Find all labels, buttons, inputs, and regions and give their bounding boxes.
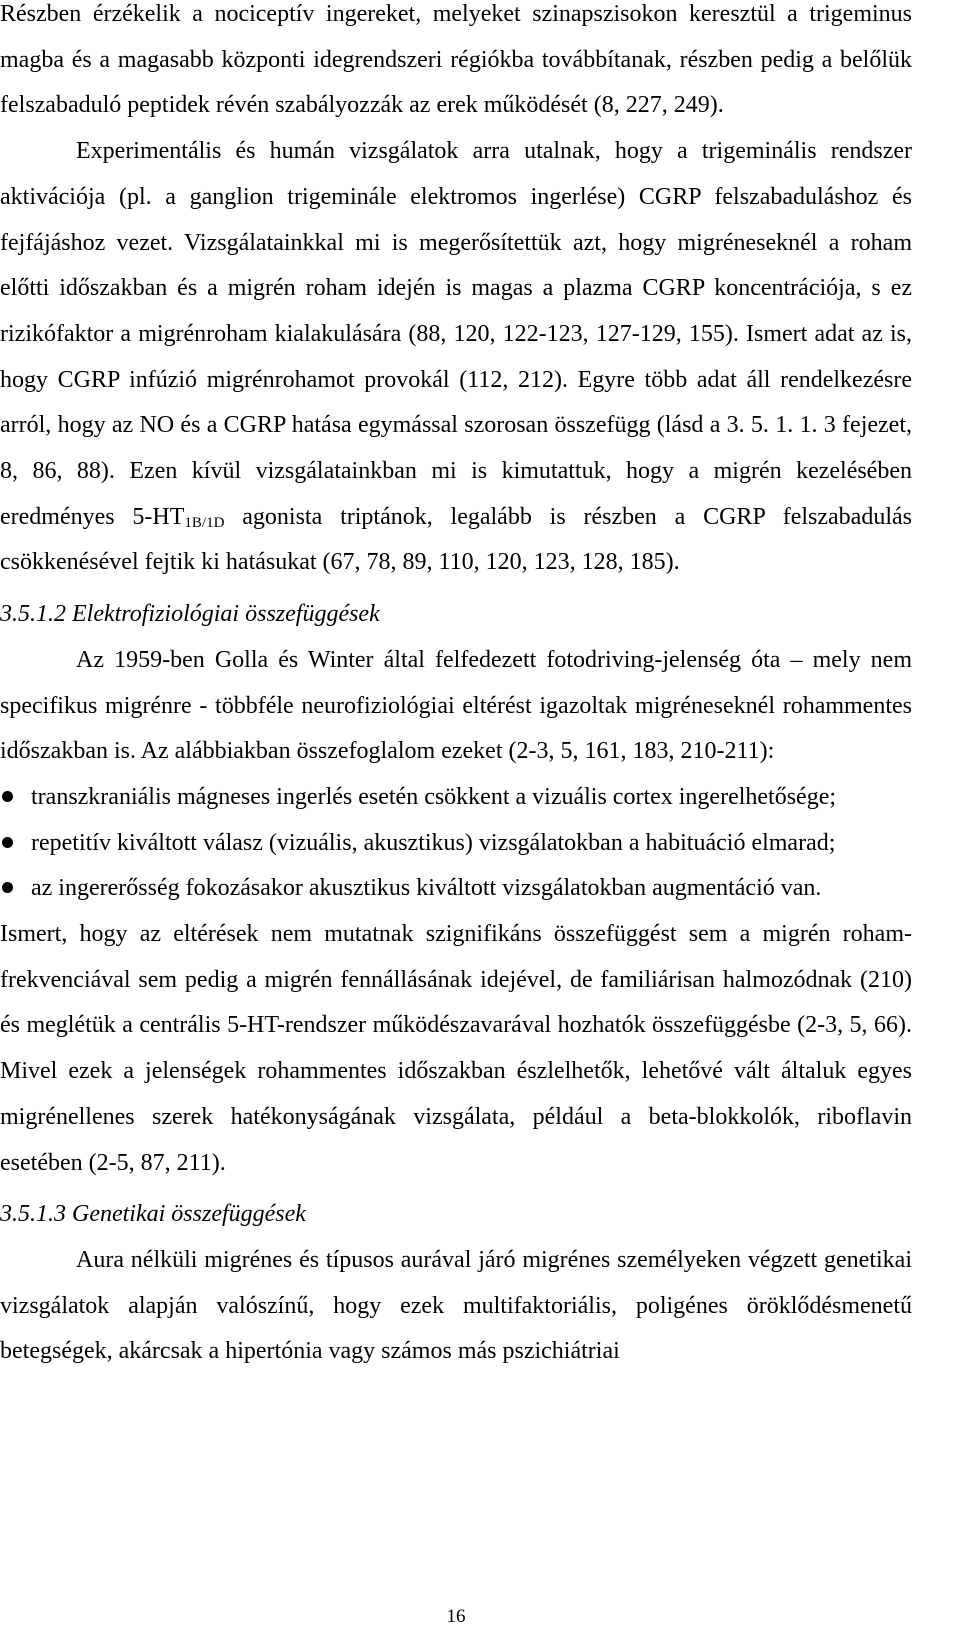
bullet-icon xyxy=(2,837,13,848)
list-item xyxy=(0,821,912,867)
list-item-text: az ingererősség fokozásakor akusztikus kiváltott vizsgálatokban augmentáció van. xyxy=(31,875,822,902)
paragraph-1: Részben érzékelik a nociceptív ingereket, melyeket szinapszisokon keresztül a trigeminus magba és a magasabb központi idegrendszeri régiókba továbbítanak, részben pedig a belőlük felszabaduló peptidek révén szabályozzák az erek működését (8, 227, 249). xyxy=(0,1,912,119)
paragraph-2-text-end: agonista triptánok, legalább is részben a CGRP felszabadulás csökkenésével fejtik ki hatásukat (67, 78, 89, 110, 120, 123, 128, 185). xyxy=(0,503,912,576)
bullet-icon xyxy=(2,882,13,893)
section-heading-electrophysiology xyxy=(0,592,912,638)
page-number: 16 xyxy=(446,1606,466,1627)
section-number: 3.5.1.2 xyxy=(0,601,66,628)
bullet-icon xyxy=(2,791,13,802)
paragraph-5: Aura nélküli migrénes és típusos aurával járó migrénes személyeken végzett genetikai vizsgálatok alapján valószínű, hogy ezek multifaktoriális, poligénes öröklődésmenetű betegségek, akárcsak a hipertónia vagy számos más pszichiátriai xyxy=(0,1246,912,1365)
list-item-text: transzkraniális mágneses ingerlés esetén csökkent a vizuális cortex ingerelhetősége; xyxy=(31,783,837,810)
list-item-text: repetitív kiváltott válasz (vizuális, akusztikus) vizsgálatokban a habituáció elmarad; xyxy=(31,829,836,856)
paragraph-4: Ismert, hogy az eltérések nem mutatnak szignifikáns összefüggést sem a migrén roham-frekvenciával sem pedig a migrén fennállásának idejével, de familiárisan halmozódnak (210) és meglétük a centrális 5-HT-rendszer működészavarával hozhatók összefüggésbe (2-3, 5, 66). Mivel ezek a jelenségek rohammentes időszakban észlelhetők, lehetővé vált általuk egyes migrénellenes szerek hatékonyságának vizsgálata, például a beta-blokkolók, riboflavin esetében (2-5, 87, 211). xyxy=(0,921,912,1176)
paragraph-2 xyxy=(0,129,912,586)
paragraph-3: Az 1959-ben Golla és Winter által felfedezett fotodriving-jelenség óta – mely nem specifikus migrénre - többféle neurofiziológiai eltérést igazoltak migréneseknél rohammentes időszakban is. Az alábbiakban összefoglalom ezeket (2-3, 5, 161, 183, 210-211): xyxy=(0,646,912,765)
findings-list xyxy=(0,775,912,912)
list-item xyxy=(0,866,912,912)
receptor-subscript: 1B/1D xyxy=(184,514,225,531)
section-title: Elektrofiziológiai összefüggések xyxy=(72,601,380,628)
section-number: 3.5.1.3 xyxy=(0,1201,66,1228)
list-item xyxy=(0,775,912,821)
paragraph-2-text: Experimentális és humán vizsgálatok arra utalnak, hogy a trigeminális rendszer aktivációja (pl. a ganglion trigeminále elektromos ingerlése) CGRP felszabaduláshoz és fejfájáshoz vezet. Vizsgálatainkkal mi is megerősítettük azt, hogy migréneseknél a roham előtti időszakban és a migrén roham idején is magas a plazma CGRP koncentrációja, s ez rizikófaktor a migrénroham kialakulására (88, 120, 122-123, 127-129, 155). Ismert adat az is, hogy CGRP infúzió migrénrohamot provokál (112, 212). Egyre több adat áll rendelkezésre arról, hogy az NO és a CGRP hatása egymással szorosan összefügg (lásd a 3. 5. 1. 1. 3 fejezet, 8, 86, 88). Ezen kívül vizsgálatainkban mi is kimutattuk, hogy a migrén kezelésében eredményes 5-HT xyxy=(0,138,912,530)
section-title: Genetikai összefüggések xyxy=(72,1201,306,1228)
section-heading-genetics xyxy=(0,1192,912,1238)
